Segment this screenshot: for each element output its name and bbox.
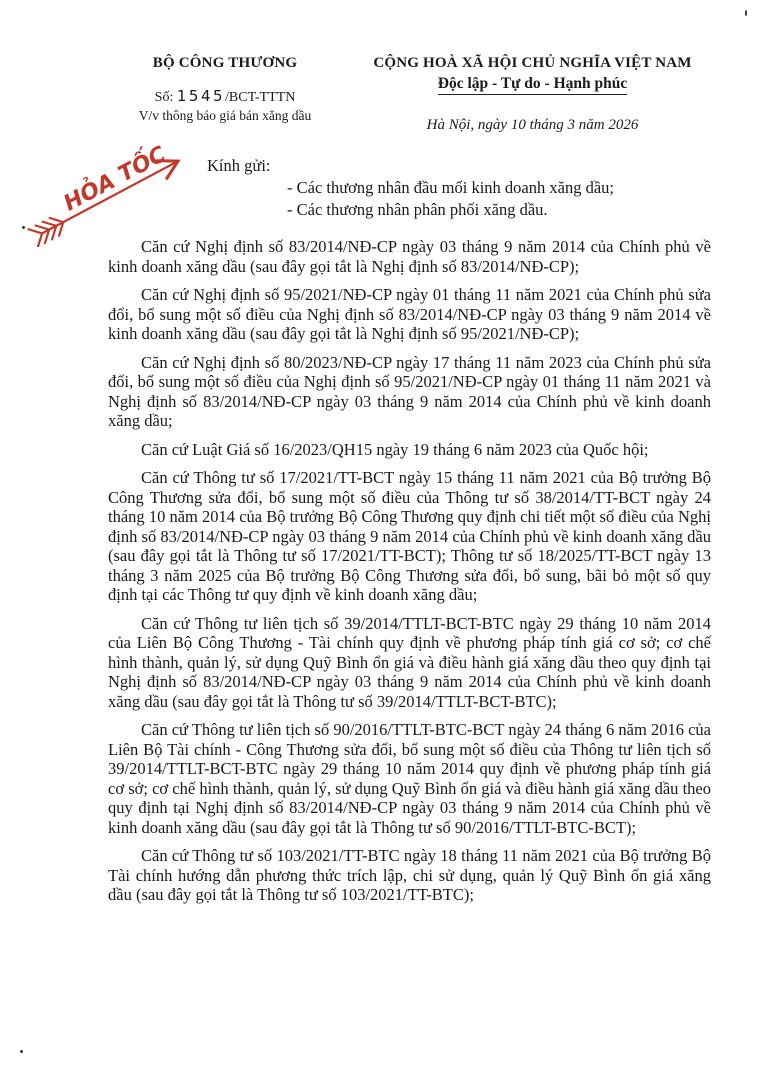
scan-speck <box>745 10 747 16</box>
body-paragraph: Căn cứ Thông tư số 17/2021/TT-BCT ngày 15 tháng 11 năm 2021 của Bộ trưởng Bộ Công Thương sửa đổi, bổ sung một số điều của Thông tư số 38/2014/TT-BCT ngày 24 tháng 10 năm 2014 của Bộ trưởng Bộ Công Thương quy định chi tiết một số điều của Nghị định số 83/2014/NĐ-CP ngày 03 tháng 9 năm 2014 của Chính phủ về kinh doanh xăng dầu (sau đây gọi tắt là Thông tư số 17/2021/TT-BCT); Thông tư số 18/2025/TT-BCT ngày 13 tháng 3 năm 2025 của Bộ trưởng Bộ Công Thương sửa đổi, bổ sung, bãi bỏ một số quy định tại các Thông tư quy định về kinh doanh xăng dầu; <box>108 468 711 604</box>
recipient-line: - Các thương nhân đầu mối kinh doanh xăng dầu; <box>287 178 614 197</box>
scan-speck <box>22 226 25 229</box>
doc-number-suffix: /BCT-TTTN <box>225 90 296 105</box>
salutation-greeting: Kính gửi: <box>207 156 271 175</box>
national-motto: Độc lập - Tự do - Hạnh phúc <box>438 75 627 95</box>
national-header <box>345 55 720 95</box>
doc-number-value: 1545 <box>176 87 226 105</box>
recipient-line: - Các thương nhân phân phối xăng dầu. <box>287 200 548 219</box>
stamp-arrow-fletching <box>29 213 68 247</box>
ministry-name: BỘ CÔNG THƯƠNG <box>152 55 298 71</box>
issuer-block <box>95 55 355 124</box>
document-subject: V/v thông báo giá bán xăng dầu <box>138 108 312 123</box>
body-paragraph: Căn cứ Nghị định số 80/2023/NĐ-CP ngày 17 tháng 11 năm 2023 của Chính phủ sửa đổi, bổ sung một số điều của Nghị định số 95/2021/NĐ-CP ngày 01 tháng 11 năm 2021 và Nghị định số 83/2014/NĐ-CP ngày 03 tháng 9 năm 2014 của Chính phủ về kinh doanh xăng dầu; <box>108 352 711 430</box>
document-number <box>95 87 355 106</box>
body-paragraph: Căn cứ Nghị định số 95/2021/NĐ-CP ngày 01 tháng 11 năm 2021 của Chính phủ sửa đổi, bổ sung một số điều của Nghị định số 83/2014/NĐ-CP ngày 03 tháng 9 năm 2014 về kinh doanh xăng dầu (sau đây gọi tắt là Nghị định số 95/2021/NĐ-CP); <box>108 285 711 343</box>
body-paragraph: Căn cứ Nghị định số 83/2014/NĐ-CP ngày 03 tháng 9 năm 2014 của Chính phủ về kinh doanh xăng dầu (sau đây gọi tắt là Nghị định số 83/2014/NĐ-CP); <box>108 237 711 276</box>
document-body <box>108 237 711 914</box>
body-paragraph: Căn cứ Luật Giá số 16/2023/QH15 ngày 19 tháng 6 năm 2023 của Quốc hội; <box>141 439 649 459</box>
body-paragraph: Căn cứ Thông tư liên tịch số 39/2014/TTLT-BCT-BTC ngày 29 tháng 10 năm 2014 của Liên Bộ Công Thương - Tài chính quy định về phương pháp tính giá cơ sở; cơ chế hình thành, quản lý, sử dụng Quỹ Bình ổn giá và điều hành giá xăng dầu theo quy định tại Nghị định số 83/2014/NĐ-CP ngày 03 tháng 9 năm 2014 của Chính phủ về kinh doanh xăng dầu (sau đây gọi tắt là Thông tư số 39/2014/TTLT-BCT-BTC); <box>108 613 711 711</box>
scan-speck <box>20 1050 23 1053</box>
urgent-stamp <box>16 137 194 247</box>
stamp-text: HỎA TỐC <box>59 142 171 217</box>
body-paragraph: Căn cứ Thông tư liên tịch số 90/2016/TTLT-BTC-BCT ngày 24 tháng 6 năm 2016 của Liên Bộ Tài chính - Công Thương sửa đổi, bổ sung một số điều của Thông tư liên tịch số 39/2014/TTLT-BCT-BTC ngày 29 tháng 10 năm 2014 quy định về phương pháp tính giá cơ sở; cơ chế hình thành, quản lý, sử dụng Quỹ Bình ổn giá và điều hành giá xăng dầu theo quy định tại Nghị định số 83/2014/NĐ-CP ngày 03 tháng 9 năm 2014 của Chính phủ về kinh doanh xăng dầu (sau đây gọi tắt là Thông tư số 90/2016/TTLT-BTC-BCT); <box>108 720 711 837</box>
body-paragraph: Căn cứ Thông tư số 103/2021/TT-BTC ngày 18 tháng 11 năm 2021 của Bộ trưởng Bộ Tài chính hướng dẫn phương thức trích lập, chi sử dụng, quản lý Quỹ Bình ổn giá xăng dầu (sau đây gọi tắt là Thông tư số 103/2021/TT-BTC); <box>108 846 711 904</box>
doc-number-prefix: Số: <box>154 90 174 105</box>
nation-title: CỘNG HOÀ XÃ HỘI CHỦ NGHĨA VIỆT NAM <box>373 55 692 71</box>
date-line: Hà Nội, ngày 10 tháng 3 năm 2026 <box>426 117 639 133</box>
